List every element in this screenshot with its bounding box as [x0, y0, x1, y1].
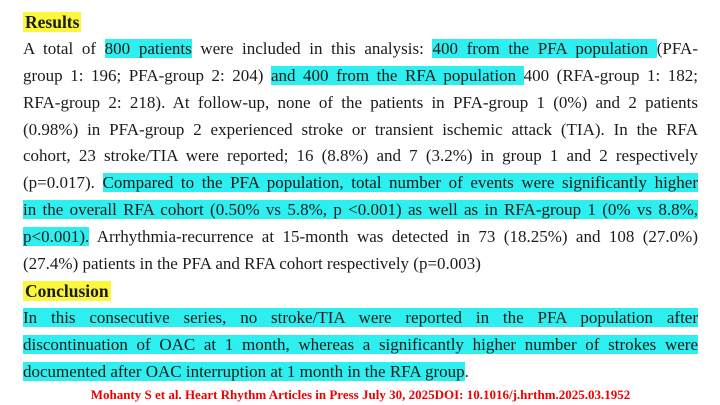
plain-text: (0.98%) in PFA-group 2 experienced stroke or transient ischemic attack (TIA). In the RFA	[23, 119, 698, 139]
results-heading-text: Results	[25, 12, 80, 32]
text-line	[23, 63, 698, 90]
highlighted-text: 800 patients	[104, 38, 192, 58]
results-heading	[23, 9, 698, 36]
text-line	[23, 305, 698, 332]
highlighted-text: 400 from the PFA population	[432, 38, 657, 58]
results-paragraph	[23, 36, 698, 278]
text-line	[23, 224, 698, 251]
highlighted-text: discontinuation of OAC at 1 month, whereas a significantly higher number of strokes were	[23, 334, 698, 354]
plain-text: .	[464, 361, 469, 381]
highlighted-text: in the overall RFA cohort (0.50% vs 5.8%, p <0.001) as well as in RFA-group 1 (0% vs 8.8%,	[23, 200, 698, 220]
plain-text: group 1: 196; PFA-group 2: 204)	[23, 65, 271, 85]
highlighted-text: In this consecutive series, no stroke/TIA were reported in the PFA population after	[23, 307, 698, 327]
text-line	[23, 90, 698, 117]
text-line	[23, 359, 698, 386]
text-line	[23, 197, 698, 224]
text-line	[23, 143, 698, 170]
text-line	[23, 117, 698, 144]
plain-text: 400 (RFA-group 1: 182;	[523, 65, 698, 85]
text-line	[23, 332, 698, 359]
highlighted-text: documented after OAC interruption at 1 month in the RFA group	[23, 361, 465, 381]
plain-text: were included in this analysis:	[191, 38, 433, 58]
highlighted-text: Compared to the PFA population, total number of events were significantly higher	[102, 173, 698, 193]
plain-text: Arrhythmia-recurrence at 15-month was detected in 73 (18.25%) and 108 (27.0%)	[89, 227, 698, 247]
plain-text: (PFA-	[656, 38, 698, 58]
text-line	[23, 251, 698, 278]
highlighted-text: p<0.001).	[23, 227, 90, 247]
conclusion-heading	[23, 278, 698, 305]
plain-text: (27.4%) patients in the PFA and RFA cohort respectively (p=0.003)	[23, 254, 481, 274]
conclusion-paragraph	[23, 305, 698, 386]
conclusion-heading-text: Conclusion	[25, 280, 109, 301]
text-line	[23, 170, 698, 197]
highlighted-text: and 400 from the RFA population	[270, 65, 524, 85]
citation-line: Mohanty S et al. Heart Rhythm Articles in Press July 30, 2025DOI: 10.1016/j.hrthm.2025.03.1952	[90, 387, 631, 403]
plain-text: cohort, 23 stroke/TIA were reported; 16 (8.8%) and 7 (3.2%) in group 1 and 2 respectively	[23, 146, 698, 166]
plain-text: (p=0.017).	[23, 173, 103, 193]
plain-text: A total of	[23, 38, 105, 58]
text-line	[23, 36, 698, 63]
plain-text: RFA-group 2: 218). At follow-up, none of the patients in PFA-group 1 (0%) and 2 patients	[23, 92, 698, 112]
